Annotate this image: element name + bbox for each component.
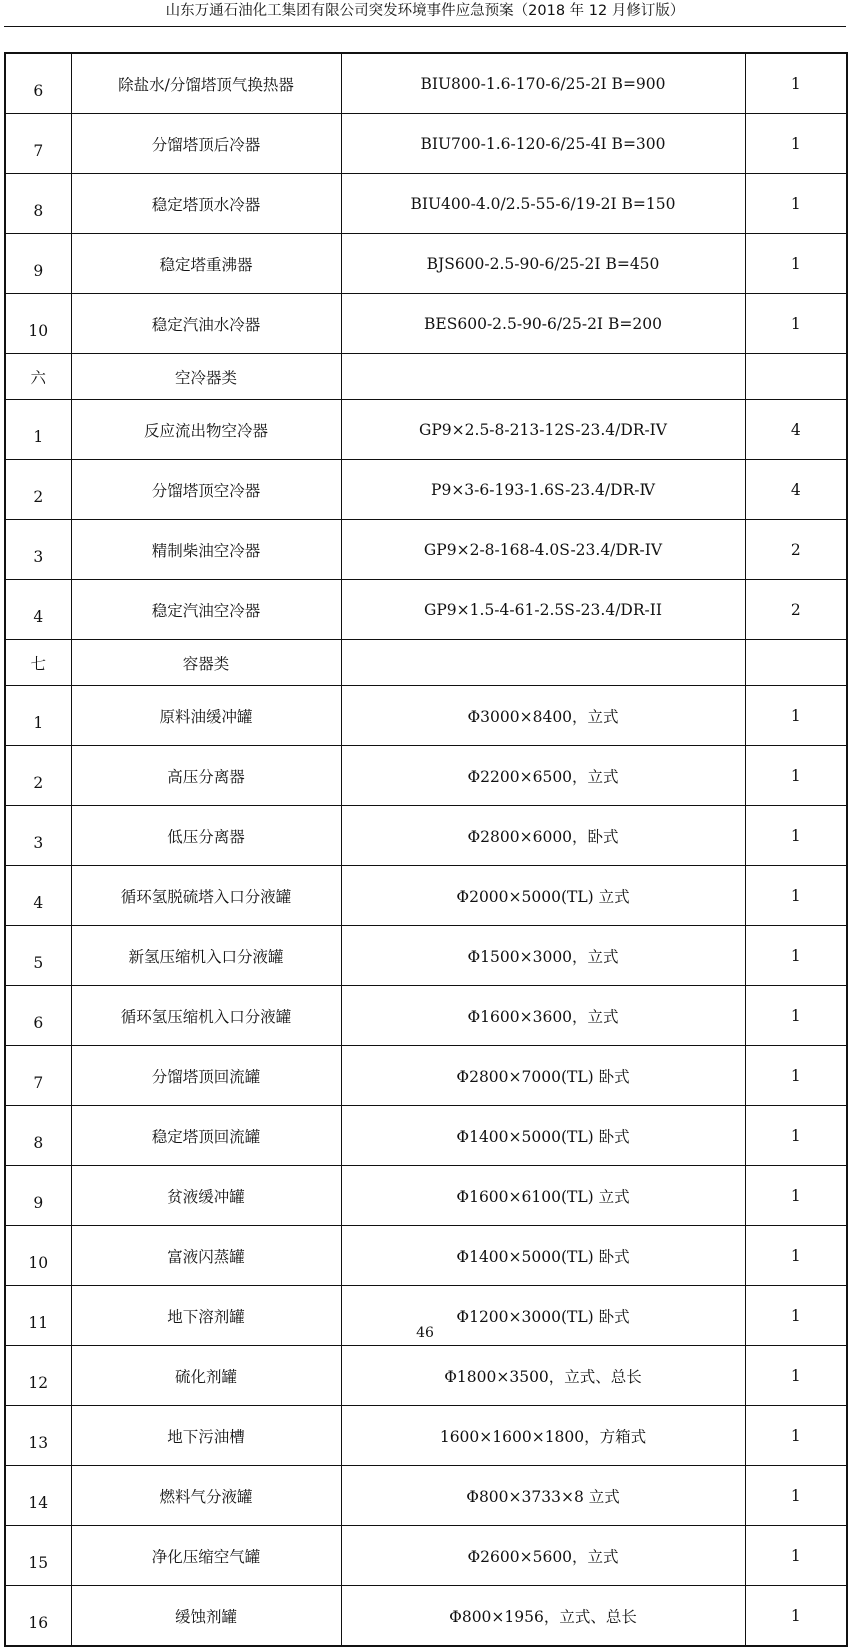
quantity-cell: 1: [745, 1406, 847, 1466]
equipment-spec-cell: Φ1400×5000(TL) 卧式: [341, 1106, 745, 1166]
row-number-cell: 12: [5, 1346, 71, 1406]
equipment-name-cell: 燃料气分液罐: [71, 1466, 341, 1526]
row-number-cell: 8: [5, 1106, 71, 1166]
equipment-name-cell: 新氢压缩机入口分液罐: [71, 926, 341, 986]
equipment-name-cell: 高压分离器: [71, 746, 341, 806]
quantity-cell: 1: [745, 1466, 847, 1526]
table-row: [5, 354, 847, 400]
quantity-cell: 1: [745, 294, 847, 354]
row-number-cell: 2: [5, 460, 71, 520]
equipment-name-cell: 稳定汽油空冷器: [71, 580, 341, 640]
quantity-cell: 1: [745, 114, 847, 174]
table-row: [5, 686, 847, 746]
quantity-cell: 1: [745, 1346, 847, 1406]
quantity-cell: 1: [745, 926, 847, 986]
quantity-cell: 4: [745, 460, 847, 520]
equipment-spec-cell: Φ800×1956，立式、总长: [341, 1586, 745, 1647]
row-number-cell: 6: [5, 53, 71, 114]
equipment-spec-cell: Φ2800×6000，卧式: [341, 806, 745, 866]
equipment-name-cell: 净化压缩空气罐: [71, 1526, 341, 1586]
equipment-name-cell: 分馏塔顶回流罐: [71, 1046, 341, 1106]
row-number-cell: 2: [5, 746, 71, 806]
equipment-name-cell: 分馏塔顶后冷器: [71, 114, 341, 174]
equipment-spec-cell: Φ1500×3000，立式: [341, 926, 745, 986]
equipment-spec-cell: GP9×1.5-4-61-2.5S-23.4/DR-II: [341, 580, 745, 640]
equipment-name-cell: 空冷器类: [71, 354, 341, 400]
quantity-cell: 1: [745, 866, 847, 926]
table-row: [5, 746, 847, 806]
table-row: [5, 926, 847, 986]
row-number-cell: 3: [5, 806, 71, 866]
row-number-cell: 3: [5, 520, 71, 580]
equipment-spec-cell: Φ1600×3600，立式: [341, 986, 745, 1046]
row-number-cell: 1: [5, 400, 71, 460]
table-row: [5, 1406, 847, 1466]
quantity-cell: 1: [745, 1586, 847, 1647]
row-number-cell: 11: [5, 1286, 71, 1346]
table-row: [5, 1226, 847, 1286]
row-number-cell: 8: [5, 174, 71, 234]
row-number-cell: 4: [5, 580, 71, 640]
table-row: [5, 53, 847, 114]
table-row: [5, 986, 847, 1046]
row-number-cell: 13: [5, 1406, 71, 1466]
table-row: [5, 1166, 847, 1226]
table-row: [5, 640, 847, 686]
quantity-cell: 1: [745, 686, 847, 746]
quantity-cell: [745, 354, 847, 400]
quantity-cell: 4: [745, 400, 847, 460]
equipment-name-cell: 稳定塔顶水冷器: [71, 174, 341, 234]
table-row: [5, 1046, 847, 1106]
equipment-spec-cell: GP9×2-8-168-4.0S-23.4/DR-IV: [341, 520, 745, 580]
row-number-cell: 16: [5, 1586, 71, 1647]
quantity-cell: 1: [745, 53, 847, 114]
equipment-spec-cell: BIU700-1.6-120-6/25-4I B=300: [341, 114, 745, 174]
equipment-name-cell: 反应流出物空冷器: [71, 400, 341, 460]
row-number-cell: 5: [5, 926, 71, 986]
row-number-cell: 15: [5, 1526, 71, 1586]
quantity-cell: 1: [745, 1106, 847, 1166]
table-row: [5, 174, 847, 234]
equipment-spec-cell: Φ2800×7000(TL) 卧式: [341, 1046, 745, 1106]
equipment-spec-cell: [341, 640, 745, 686]
equipment-name-cell: 精制柴油空冷器: [71, 520, 341, 580]
table-row: [5, 1586, 847, 1647]
equipment-table: [4, 52, 848, 1647]
equipment-spec-cell: BIU800-1.6-170-6/25-2I B=900: [341, 53, 745, 114]
quantity-cell: 1: [745, 1166, 847, 1226]
table-row: [5, 866, 847, 926]
row-number-cell: 9: [5, 1166, 71, 1226]
equipment-name-cell: 除盐水/分馏塔顶气换热器: [71, 53, 341, 114]
equipment-spec-cell: Φ1800×3500，立式、总长: [341, 1346, 745, 1406]
quantity-cell: 1: [745, 986, 847, 1046]
equipment-spec-cell: Φ800×3733×8 立式: [341, 1466, 745, 1526]
table-row: [5, 580, 847, 640]
row-number-cell: 六: [5, 354, 71, 400]
quantity-cell: 1: [745, 1046, 847, 1106]
equipment-name-cell: 容器类: [71, 640, 341, 686]
row-number-cell: 6: [5, 986, 71, 1046]
quantity-cell: 2: [745, 520, 847, 580]
equipment-name-cell: 缓蚀剂罐: [71, 1586, 341, 1647]
page-header: 山东万通石油化工集团有限公司突发环境事件应急预案（2018 年 12 月修订版）: [165, 3, 685, 19]
table-row: [5, 806, 847, 866]
equipment-name-cell: 分馏塔顶空冷器: [71, 460, 341, 520]
quantity-cell: 1: [745, 174, 847, 234]
equipment-name-cell: 原料油缓冲罐: [71, 686, 341, 746]
table-row: [5, 114, 847, 174]
row-number-cell: 14: [5, 1466, 71, 1526]
equipment-spec-cell: Φ2200×6500，立式: [341, 746, 745, 806]
table-row: [5, 1106, 847, 1166]
quantity-cell: 1: [745, 1286, 847, 1346]
equipment-spec-cell: [341, 354, 745, 400]
equipment-spec-cell: BIU400-4.0/2.5-55-6/19-2I B=150: [341, 174, 745, 234]
quantity-cell: 1: [745, 1226, 847, 1286]
row-number-cell: 1: [5, 686, 71, 746]
table-row: [5, 520, 847, 580]
row-number-cell: 7: [5, 1046, 71, 1106]
equipment-spec-cell: Φ1200×3000(TL) 卧式: [341, 1286, 745, 1346]
quantity-cell: 1: [745, 806, 847, 866]
equipment-spec-cell: BES600-2.5-90-6/25-2I B=200: [341, 294, 745, 354]
equipment-name-cell: 地下溶剂罐: [71, 1286, 341, 1346]
row-number-cell: 七: [5, 640, 71, 686]
table-row: [5, 234, 847, 294]
equipment-name-cell: 地下污油槽: [71, 1406, 341, 1466]
equipment-spec-cell: Φ1400×5000(TL) 卧式: [341, 1226, 745, 1286]
quantity-cell: [745, 640, 847, 686]
quantity-cell: 2: [745, 580, 847, 640]
equipment-name-cell: 低压分离器: [71, 806, 341, 866]
table-row: [5, 400, 847, 460]
equipment-spec-cell: Φ3000×8400，立式: [341, 686, 745, 746]
equipment-name-cell: 富液闪蒸罐: [71, 1226, 341, 1286]
equipment-spec-cell: Φ2000×5000(TL) 立式: [341, 866, 745, 926]
equipment-name-cell: 硫化剂罐: [71, 1346, 341, 1406]
table-row: [5, 460, 847, 520]
header-rule: [4, 26, 846, 27]
equipment-name-cell: 循环氢脱硫塔入口分液罐: [71, 866, 341, 926]
table-row: [5, 1466, 847, 1526]
page-number: 46: [416, 1325, 434, 1341]
equipment-spec-cell: Φ2600×5600，立式: [341, 1526, 745, 1586]
table-row: [5, 1346, 847, 1406]
row-number-cell: 9: [5, 234, 71, 294]
equipment-name-cell: 稳定汽油水冷器: [71, 294, 341, 354]
equipment-spec-cell: GP9×2.5-8-213-12S-23.4/DR-IV: [341, 400, 745, 460]
equipment-name-cell: 稳定塔重沸器: [71, 234, 341, 294]
table-row: [5, 1526, 847, 1586]
equipment-spec-cell: Φ1600×6100(TL) 立式: [341, 1166, 745, 1226]
row-number-cell: 7: [5, 114, 71, 174]
quantity-cell: 1: [745, 746, 847, 806]
equipment-name-cell: 稳定塔顶回流罐: [71, 1106, 341, 1166]
equipment-spec-cell: P9×3-6-193-1.6S-23.4/DR-Ⅳ: [341, 460, 745, 520]
quantity-cell: 1: [745, 234, 847, 294]
equipment-name-cell: 循环氢压缩机入口分液罐: [71, 986, 341, 1046]
equipment-name-cell: 贫液缓冲罐: [71, 1166, 341, 1226]
row-number-cell: 4: [5, 866, 71, 926]
table-row: [5, 294, 847, 354]
row-number-cell: 10: [5, 294, 71, 354]
quantity-cell: 1: [745, 1526, 847, 1586]
row-number-cell: 10: [5, 1226, 71, 1286]
equipment-spec-cell: 1600×1600×1800，方箱式: [341, 1406, 745, 1466]
equipment-spec-cell: BJS600-2.5-90-6/25-2I B=450: [341, 234, 745, 294]
